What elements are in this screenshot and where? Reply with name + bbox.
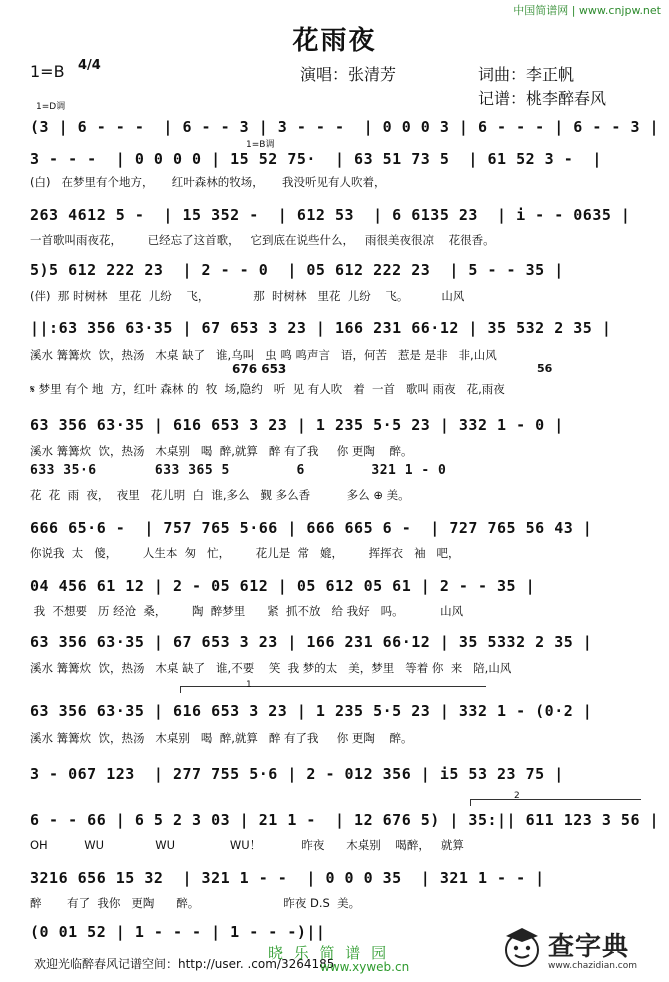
footer-text[interactable]: 欢迎光临醉春风记谱空间：http://user. .com/3264185 <box>34 957 335 971</box>
lyric-row-9: 溪水 篝篝炊 饮，热汤 木桌 缺了 谁,不要 笑 我 梦的太 美，梦里 等着 你 来 陪,山风 <box>30 661 512 675</box>
lyric-row-6-alt: 花 花 雨 夜， 夜里 花儿明 白 谁,多么 觐 多么香 多么 ⊕ 美。 <box>30 488 410 502</box>
score-row-1: (3 | 6 - - - | 6 - - 3 | 3 - - - | 0 0 0 3 | 6 - - - | 6 - - 3 | <box>30 118 660 136</box>
key-change-b: 1=B调 <box>246 140 275 150</box>
key-signature: 1=B <box>30 62 65 81</box>
score-row-4: 5)5 612 222 23 | 2 - - 0 | 05 612 222 23 | 5 - - 35 | <box>30 261 564 279</box>
score-row-12: 6 - - 66 | 6 5 2 3 03 | 21 1 - | 12 676 5) | 35:|| 611 123 3 56 | <box>30 811 660 829</box>
alt-notes-row-5: 676 653 <box>232 362 287 376</box>
time-signature <box>78 60 101 72</box>
score-row-5: ||:63 356 63·35 | 67 653 3 23 | 166 231 66·12 | 35 532 2 35 | <box>30 319 612 337</box>
lyric-row-5b: 𝄋 梦里 有个 地 方，红叶 森林 的 牧 场,隐约 听 见 有人吹 着 一首 歌叫 雨夜 花,雨夜 <box>30 382 505 396</box>
lyric-row-2: (白) 在梦里有个地方， 红叶森林的牧场， 我没听见有人吹着， <box>30 175 386 189</box>
lyric-row-7: 你说我 太 傻， 人生本 匆 忙， 花儿是 常 媲， 挥挥衣 袖 吧， <box>30 546 460 560</box>
score-row-6: 63 356 63·35 | 616 653 3 23 | 1 235 5·5 23 | 332 1 - 0 | <box>30 416 564 434</box>
lyric-row-3: 一首歌叫雨夜花， 已经忘了这首歌， 它到底在说些什么， 雨很美夜很凉 花很香。 <box>30 233 495 247</box>
score-row-11: 3 - 067 123 | 277 755 5·6 | 2 - 012 356 | i5 53 23 75 | <box>30 765 564 783</box>
watermark: 晓 乐 简 谱 园 <box>268 944 390 962</box>
volta-bracket <box>180 686 486 693</box>
score-row-7: 666 65·6 - | 757 765 5·66 | 666 665 6 - | 727 765 56 43 | <box>30 519 593 537</box>
lyric-row-4: (伴) 那 时树林 里花 儿纷 飞， 那 时树林 里花 儿纷 飞。 山风 <box>30 289 465 303</box>
logo-url[interactable]: www.chazidian.com <box>548 961 638 971</box>
lyric-row-6: 溪水 篝篝炊 饮，热汤 木桌别 喝 醉,就算 醉 有了我 你 更陶 醉。 <box>30 444 413 458</box>
volta-2: 2 <box>514 791 520 801</box>
watermark-url: www.xyweb.cn <box>320 960 410 974</box>
transcriber-credit: 记谱：桃李醉春风 <box>478 89 607 108</box>
lyric-row-5: 溪水 篝篝炊 饮，热汤 木桌 缺了 谁,乌叫 虫 鸣 鸣声言 语，何苦 惹是 是非 非,山风 <box>30 348 497 362</box>
logo-text: 查字典 <box>548 932 630 962</box>
singer-credit: 演唱：张清芳 <box>300 65 397 84</box>
score-row-10: 63 356 63·35 | 616 653 3 23 | 1 235 5·5 23 | 332 1 - (0·2 | <box>30 702 593 720</box>
score-row-2: 3 - - - | 0 0 0 0 | 15 52 75· | 63 51 73 5 | 61 52 3 - | <box>30 150 602 168</box>
lyric-row-12: OH WU WU WU！ 昨夜 木桌别 喝醉， 就算 <box>30 838 464 852</box>
time-signature-text: 4/4 <box>78 58 101 73</box>
volta-bracket-2 <box>470 799 641 806</box>
lyric-row-10: 溪水 篝篝炊 饮，热汤 木桌别 喝 醉,就算 醉 有了我 你 更陶 醉。 <box>30 731 413 745</box>
score-row-6-alt: 633 35·6 633 365 5 6 321 1 - 0 <box>30 463 447 478</box>
site-header[interactable]: 中国简谱网 | www.cnjpw.net <box>513 4 661 17</box>
composer-credit: 词曲：李正帆 <box>478 65 575 84</box>
score-row-14: (0 01 52 | 1 - - - | 1 - - -)|| <box>30 923 326 941</box>
lyric-row-8: 我 不想要 历 经沧 桑， 陶 醉梦里 紧 抓不放 给 我好 吗。 山风 <box>30 604 464 618</box>
lyric-row-13: 醉 有了 我你 更陶 醉。 昨夜 D.S 美。 <box>30 896 361 910</box>
volta-1: 1 <box>246 680 252 690</box>
key-change-d: 1=D调 <box>36 102 66 112</box>
score-row-3: 263 4612 5 - | 15 352 - | 612 53 | 6 6135 23 | i - - 0635 | <box>30 206 631 224</box>
score-row-8: 04 456 61 12 | 2 - 05 612 | 05 612 05 61 | 2 - - 35 | <box>30 577 536 595</box>
score-row-9: 63 356 63·35 | 67 653 3 23 | 166 231 66·12 | 35 5332 2 35 | <box>30 633 593 651</box>
score-row-13: 3216 656 15 32 | 321 1 - - | 0 0 0 35 | 321 1 - - | <box>30 869 545 887</box>
alt-note-56: 56 <box>537 362 553 375</box>
song-title: 花雨夜 <box>292 26 377 56</box>
